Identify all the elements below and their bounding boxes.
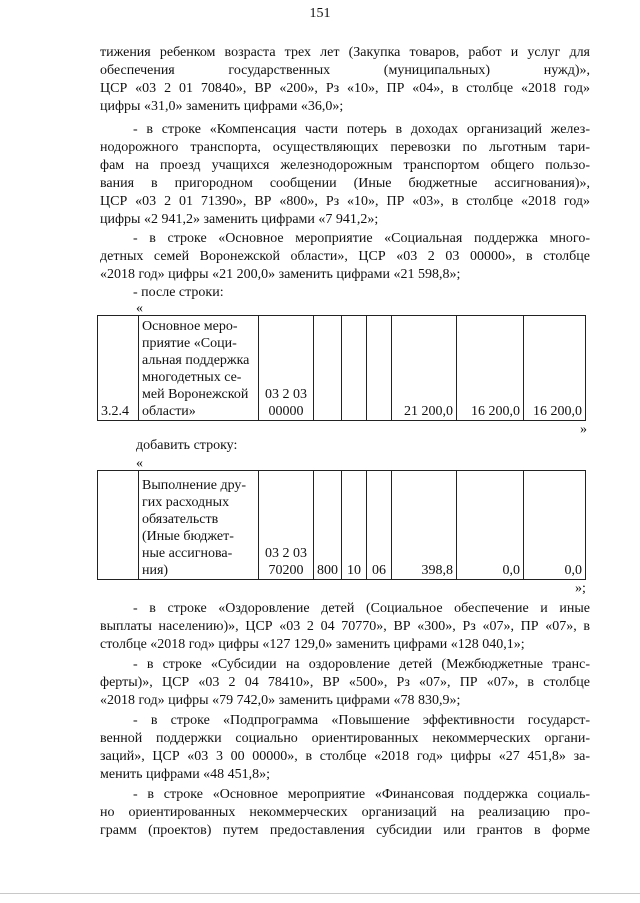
name-line: мей Воронежской [142, 387, 249, 402]
text-line: ЦСР «03 2 01 70840», ВР «200», Рз «10», ПР «04», в столбце «2018 год» [100, 81, 590, 96]
page-edge-divider [0, 893, 640, 894]
name-line: обязательств [142, 512, 219, 527]
text-line: менить цифрами «48 451,8»; [100, 767, 271, 782]
add-row-label: добавить строку: [136, 438, 238, 453]
text-line: ферты)», ЦСР «03 2 04 78410», ВР «500», Рз «07», ПР «07», в столбце [100, 675, 590, 690]
text-line: цифры «2 941,2» заменить цифрами «7 941,2»; [100, 212, 379, 227]
name-line: ния) [142, 563, 169, 578]
text-line: обеспечения государственных (муниципальных) нужд)», [100, 63, 590, 78]
value-2018: 398,8 [392, 471, 457, 580]
code-part: 03 2 03 [265, 387, 307, 402]
value-2019: 16 200,0 [457, 316, 524, 421]
text-line: «2018 год» цифры «79 742,0» заменить цифрами «78 830,9»; [100, 693, 461, 708]
text-line: - в строке «Основное мероприятие «Финансовая поддержка социаль- [133, 787, 590, 802]
vr-cell [314, 316, 342, 421]
text-line: ЦСР «03 2 01 71390», ВР «800», Рз «10», ПР «03», в столбце «2018 год» [100, 194, 590, 209]
text-line: фам на проезд учащихся железнодорожным транспортом общего пользо- [100, 158, 590, 173]
name-line: Выполнение дру- [142, 478, 247, 493]
code-part: 70200 [268, 563, 304, 578]
text-line: вания в пригородном сообщении (Иные бюджетные ассигнования)», [100, 176, 590, 191]
name-line: Основное меро- [142, 319, 238, 334]
value-2020: 0,0 [524, 471, 586, 580]
budget-table-existing-row [97, 315, 586, 421]
name-line: области» [142, 404, 196, 419]
open-quote: « [136, 456, 143, 471]
pr-cell: 06 [367, 471, 392, 580]
close-quote-semicolon: »; [575, 581, 586, 596]
open-quote: « [136, 301, 143, 316]
text-line: заций», ЦСР «03 3 00 00000», в столбце «2018 год» цифры «27 451,8» за- [100, 749, 590, 764]
csr-code [259, 316, 314, 421]
vr-cell: 800 [314, 471, 342, 580]
pr-cell [367, 316, 392, 421]
text-line: выплаты населению)», ЦСР «03 2 04 70770», ВР «300», Рз «07», ПР «07», в [100, 619, 590, 634]
table-row [98, 316, 586, 421]
text-line: венной поддержки социально ориентированных некоммерческих органи- [100, 731, 590, 746]
text-line: - в строке «Компенсация части потерь в доходах организаций желез- [133, 122, 590, 137]
name-line: гих расходных [142, 495, 230, 510]
rz-cell: 10 [342, 471, 367, 580]
name-line: приятие «Соци- [142, 336, 237, 351]
value-2020: 16 200,0 [524, 316, 586, 421]
row-name [139, 471, 259, 580]
rz-cell [342, 316, 367, 421]
text-line: «2018 год» цифры «21 200,0» заменить цифрами «21 598,8»; [100, 267, 461, 282]
after-row-label: - после строки: [133, 285, 224, 300]
name-line: многодетных се- [142, 370, 242, 385]
text-line: - в строке «Подпрограмма «Повышение эффективности государст- [133, 713, 590, 728]
table-row [98, 471, 586, 580]
name-line: альная поддержка [142, 353, 250, 368]
text-line: - в строке «Основное мероприятие «Социальная поддержка много- [133, 231, 590, 246]
code-part: 00000 [268, 404, 304, 419]
value-2019: 0,0 [457, 471, 524, 580]
csr-code [259, 471, 314, 580]
text-line: - в строке «Оздоровление детей (Социальное обеспечение и иные [133, 601, 590, 616]
text-line: цифры «31,0» заменить цифрами «36,0»; [100, 99, 344, 114]
name-line: (Иные бюджет- [142, 529, 234, 544]
value-2018: 21 200,0 [392, 316, 457, 421]
row-name [139, 316, 259, 421]
row-index [98, 471, 139, 580]
code-part: 03 2 03 [265, 546, 307, 561]
text-line: детных семей Воронежской области», ЦСР «03 2 03 00000», в столбце [100, 249, 590, 264]
row-index: 3.2.4 [98, 316, 139, 421]
text-line: нодорожного транспорта, осуществляющих перевозки по льготным тари- [100, 140, 590, 155]
text-line: столбце «2018 год» цифры «127 129,0» заменить цифрами «128 040,1»; [100, 637, 525, 652]
close-quote: » [580, 422, 587, 437]
text-line: но ориентированных некоммерческих организаций на реализацию про- [100, 805, 590, 820]
text-line: - в строке «Субсидии на оздоровление детей (Межбюджетные транс- [133, 657, 590, 672]
name-line: ные ассигнова- [142, 546, 233, 561]
text-line: грамм (проектов) путем предоставления субсидии или грантов в форме [100, 823, 590, 838]
text-line: тижения ребенком возраста трех лет (Закупка товаров, работ и услуг для [100, 45, 590, 60]
budget-table-new-row [97, 470, 586, 580]
page-number: 151 [309, 6, 331, 21]
